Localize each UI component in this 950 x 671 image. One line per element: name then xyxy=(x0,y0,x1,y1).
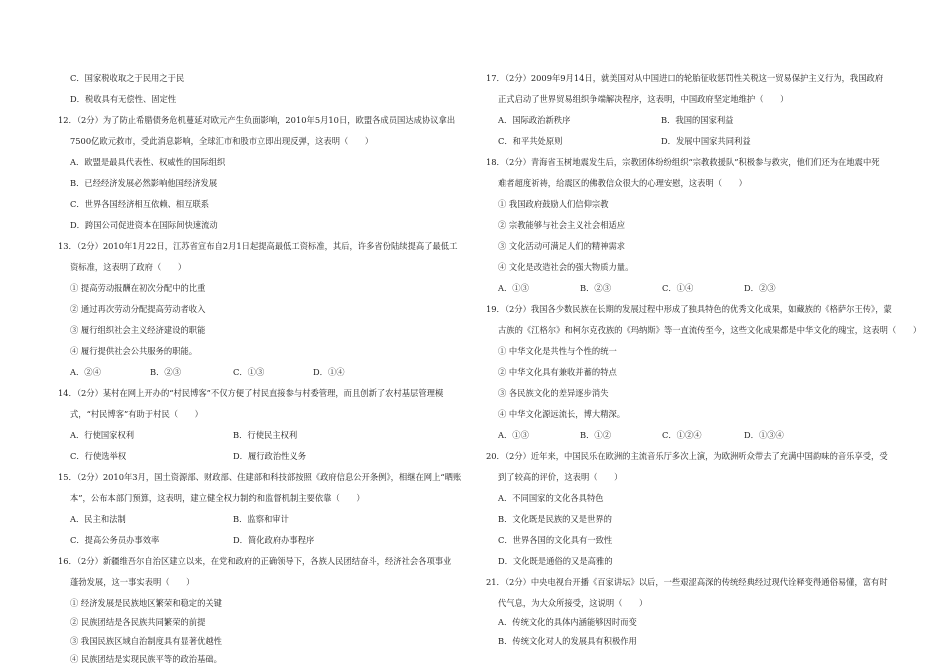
q19-option-b: B．①② xyxy=(580,430,611,440)
q17-option-b: B．我国的国家利益 xyxy=(661,115,734,125)
q17-stem-1: 17．（2分）2009年9月14日，就美国对从中国进口的轮胎征收惩罚性关税这一贸易保护主义行为，我国政府 xyxy=(486,73,884,83)
q18-item-2: ② 宗教能够与社会主义社会相适应 xyxy=(498,220,626,230)
q12-stem-1: 12．（2分）为了防止希腊债务危机蔓延对欧元产生负面影响，2010年5月10日，欧盟各成员国达成协议拿出 xyxy=(58,115,456,125)
q18-option-d: D．②③ xyxy=(744,283,776,293)
q13-option-b: B．②③ xyxy=(150,367,181,377)
q21-option-a: A．传统文化的具体内涵能够因时而变 xyxy=(498,617,637,627)
q12-stem-2: 7500亿欧元救市，受此消息影响，全球汇市和股市立即出现反弹，这表明（ ） xyxy=(70,136,374,146)
q13-option-a: A．②④ xyxy=(70,367,101,377)
q15-stem-1: 15．（2分）2010年3月，国土资源部、财政部、住建部和科技部按照《政府信息公开条例》，相继在网上“晒账 xyxy=(58,472,462,482)
q17-stem-2: 正式启动了世界贸易组织争端解决程序，这表明，中国政府坚定地维护（ ） xyxy=(498,94,789,104)
q15-option-c: C．提高公务员办事效率 xyxy=(70,535,160,545)
q19-item-1: ① 中华文化是共性与个性的统一 xyxy=(498,346,617,356)
q12-option-a: A．欧盟是最具代表性、权威性的国际组织 xyxy=(70,157,226,167)
q12-option-b: B．已经经济发展必然影响他国经济发展 xyxy=(70,178,218,188)
q20-option-a: A．不同国家的文化各具特色 xyxy=(498,493,604,503)
q17-option-d: D．发展中国家共同利益 xyxy=(661,136,751,146)
q20-option-b: B．文化既是民族的又是世界的 xyxy=(498,514,612,524)
q18-option-b: B．②③ xyxy=(580,283,611,293)
q18-stem-1: 18．（2分）青海省玉树地震发生后，宗教团体纷纷组织“宗教救援队”积极参与救灾，他们们还为在地震中死 xyxy=(486,157,880,167)
q19-option-a: A．①③ xyxy=(498,430,529,440)
q18-stem-2: 难者超度祈祷，给震区的佛教信众很大的心理安慰，这表明（ ） xyxy=(498,178,747,188)
q13-item-3: ③ 履行组织社会主义经济建设的职能 xyxy=(70,325,206,335)
q15-option-a: A．民主和法制 xyxy=(70,514,126,524)
q20-option-c: C．世界各国的文化具有一致性 xyxy=(498,535,613,545)
q14-option-c: C．行使选举权 xyxy=(70,451,127,461)
q19-option-c: C．①②④ xyxy=(662,430,702,440)
q15-option-d: D．简化政府办事程序 xyxy=(233,535,315,545)
q20-stem-2: 到了较高的评价，这表明（ ） xyxy=(498,472,623,482)
q11-option-c: C．国家税收取之于民用之于民 xyxy=(70,73,185,83)
q19-option-d: D．①③④ xyxy=(744,430,784,440)
q16-item-1: ① 经济发展是民族地区繁荣和稳定的关键 xyxy=(70,598,222,608)
q18-item-3: ③ 文化活动可满足人们的精神需求 xyxy=(498,241,626,251)
q11-option-d: D．税收具有无偿性、固定性 xyxy=(70,94,177,104)
q17-option-a: A．国际政治新秩序 xyxy=(498,115,571,125)
q18-option-a: A．①③ xyxy=(498,283,529,293)
q12-option-c: C．世界各国经济相互依赖、相互联系 xyxy=(70,199,210,209)
q16-stem-2: 蓬勃发展，这一事实表明（ ） xyxy=(70,577,195,587)
q15-option-b: B．监察和审计 xyxy=(233,514,289,524)
q16-stem-1: 16．（2分）新疆维吾尔自治区建立以来，在党和政府的正确领导下，各族人民团结奋斗，经济社会各项事业 xyxy=(58,556,452,566)
q21-option-b: B．传统文化对人的发展具有积极作用 xyxy=(498,636,637,646)
q16-item-2: ② 民族团结是各民族共同繁荣的前提 xyxy=(70,617,206,627)
q13-item-4: ④ 履行提供社会公共服务的职能。 xyxy=(70,346,198,356)
q21-stem-1: 21．（2分）中央电视台开播《百家讲坛》以后，一些艰涩高深的传统经典经过现代诠释变得通俗易懂，富有时 xyxy=(486,577,888,587)
q19-stem-1: 19．（2分）我国各少数民族在长期的发展过程中形成了独具特色的优秀文化成果，如藏族的《格萨尔王传》，蒙 xyxy=(486,304,892,314)
q19-stem-2: 古族的《江格尔》和柯尔克孜族的《玛纳斯》等一直流传至今，这些文化成果都是中华文化的瑰宝，这表明（ ） xyxy=(498,325,922,335)
q13-stem-2: 资标准，这表明了政府（ ） xyxy=(70,262,187,272)
q14-option-a: A．行使国家权利 xyxy=(70,430,135,440)
q21-stem-2: 代气息，为大众所接受，这说明（ ） xyxy=(498,598,648,608)
q16-item-4: ④ 民族团结是实现民族平等的政治基础。 xyxy=(70,654,222,664)
q18-item-1: ① 我国政府鼓励人们信仰宗教 xyxy=(498,199,609,209)
q14-stem-2: 式，“村民博客”有助于村民（ ） xyxy=(70,409,203,419)
q13-option-d: D．①④ xyxy=(313,367,345,377)
q20-stem-1: 20．（2分）近年来，中国民乐在欧洲的主流音乐厅多次上演，为欧洲听众带去了充满中国韵味的音乐享受，受 xyxy=(486,451,888,461)
q13-item-1: ① 提高劳动报酬在初次分配中的比重 xyxy=(70,283,206,293)
q14-stem-1: 14．（2分）某村在网上开办的“村民博客”不仅方便了村民直接参与村委管理，而且创新了农村基层管理模 xyxy=(58,388,444,398)
q17-option-c: C．和平共处原则 xyxy=(498,136,563,146)
q14-option-d: D．履行政治性义务 xyxy=(233,451,307,461)
q19-item-4: ④ 中华文化源远流长，博大精深。 xyxy=(498,409,626,419)
q19-item-3: ③ 各民族文化的差异逐步消失 xyxy=(498,388,609,398)
q13-option-c: C．①③ xyxy=(233,367,265,377)
q14-option-b: B．行使民主权利 xyxy=(233,430,298,440)
q13-stem-1: 13．（2分）2010年1月22日，江苏省宣布自2月1日起提高最低工资标准，其后，许多省份陆续提高了最低工 xyxy=(58,241,458,251)
q16-item-3: ③ 我国民族区域自治制度具有显著优越性 xyxy=(70,636,222,646)
q18-item-4: ④ 文化是改造社会的强大物质力量。 xyxy=(498,262,634,272)
q15-stem-2: 本”，公布本部门预算，这表明，建立健全权力制约和监督机制主要依靠（ ） xyxy=(70,493,365,503)
q20-option-d: D．文化既是通俗的又是高雅的 xyxy=(498,556,613,566)
q18-option-c: C．①④ xyxy=(662,283,694,293)
q12-option-d: D．跨国公司促进资本在国际间快速流动 xyxy=(70,220,218,230)
q19-item-2: ② 中华文化具有兼收并蓄的特点 xyxy=(498,367,617,377)
q13-item-2: ② 通过再次劳动分配提高劳动者收入 xyxy=(70,304,206,314)
